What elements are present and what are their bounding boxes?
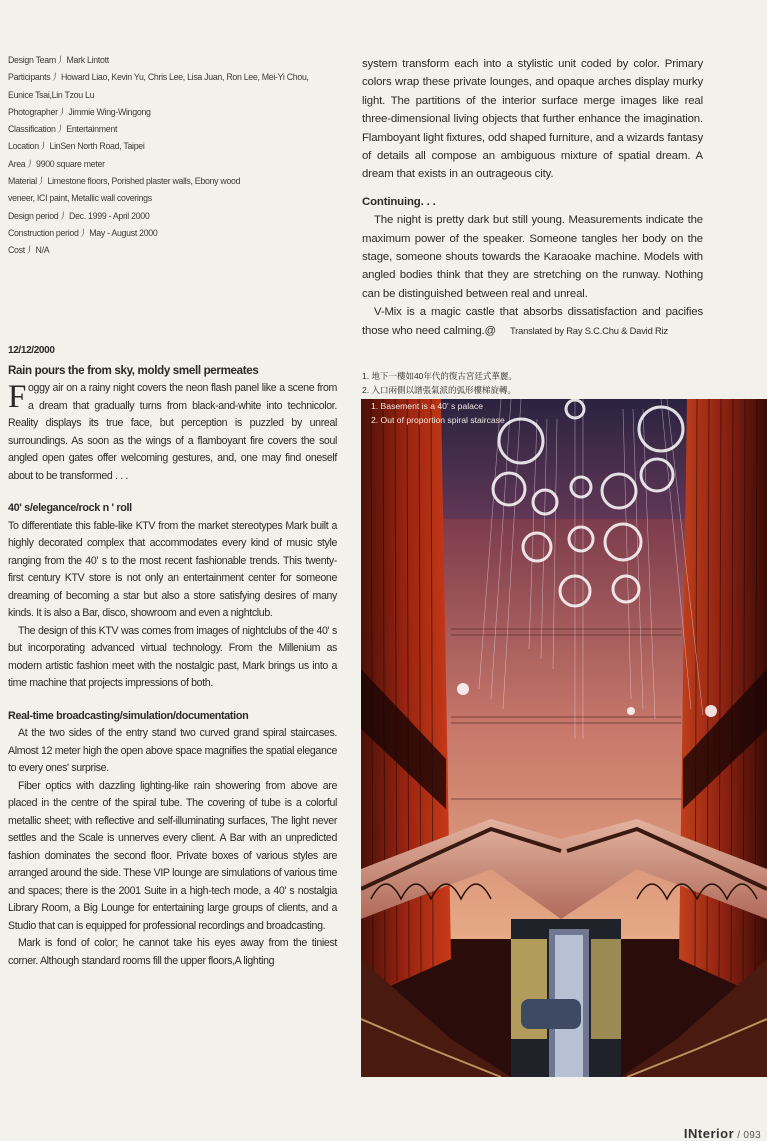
- credit-photographer: Photographer丿 Jimmie Wing-Wingong: [8, 106, 151, 117]
- paragraph-closing-text: V-Mix is a magic castle that absorbs dissatisfaction and pacifies those who need calming.@: [362, 306, 703, 337]
- drop-cap: F: [8, 379, 27, 415]
- paragraph-fiber-optics: Fiber optics with dazzling lighting-like rain showering from above are placed in the centre of the spiral tube. The covering of tube is a colorful metallic sheet; with reflective and self-illuminating surfaces, The light never settles and the Scale is unnerves every client. A Bar with an unpredicted fashion dominates the second floor. Private boxes of various styles are arranged around the side. These VIP lounge are simulations of various time and spaces; there is the 2001 Suite in a high-tech mode, a 40' s nostalgia Library Room, a Big Lounge for entertaining large groups of clients, and a Studio that can is equipped for professional recordings and broadcasting.: [8, 779, 337, 932]
- article-left-column: [8, 342, 337, 970]
- article-headline: Rain pours the from sky, moldy smell permeates: [8, 363, 259, 377]
- caption-cn-2: 2. 入口兩側以譜張氣派的弧形樓梯旋轉。: [362, 385, 516, 395]
- caption-cn-1: 1. 地下一樓如40年代的復古宮廷式華麗。: [362, 371, 517, 381]
- credit-material-cont: veneer, ICI paint, Metallic wall coverings: [8, 193, 152, 204]
- section-heading-continuing: Continuing. . .: [362, 195, 436, 208]
- interior-photo: [361, 399, 767, 1077]
- paragraph-lighting-system: system transform each into a stylistic unit coded by color. Primary colors wrap these private lounges, and opaque arches display murky light. The partitions of the interior surface merge images like real three-dimensional living objects that further enhance the imagination. Flamboyant light fixtures, odd shaped furniture, and a wizards fantasy of details all compose an ambiguous mixture of spatial dream. A dream that exists in an outrageous city.: [362, 58, 703, 181]
- paragraph-design-origin: The design of this KTV was comes from images of nightclubs of the 40' s but incorporating advanced virtual technology. From the Millenium as modern artistic fashion meet with the nostalgic past, Mark brings us into a time machine that projects impressions of both.: [8, 624, 337, 689]
- page-number: / 093: [737, 1130, 761, 1141]
- article-date: 12/12/2000: [8, 345, 55, 356]
- credit-design-team: Design Team丿 Mark Lintott: [8, 55, 109, 65]
- paragraph-intro: [8, 380, 337, 485]
- project-credits: [8, 52, 328, 260]
- credit-material: Material丿 Limestone floors, Porished plaster walls, Ebony wood: [8, 176, 241, 187]
- credit-construction-period: Construction period丿 May - August 2000: [8, 227, 158, 238]
- credit-classification: Classification丿 Entertainment: [8, 124, 118, 135]
- section-heading-broadcasting: Real-time broadcasting/simulation/documentation: [8, 709, 249, 722]
- credit-area: Area丿 9900 square meter: [8, 158, 105, 169]
- translator-credit: Translated by Ray S.C.Chu & David Riz: [509, 324, 668, 336]
- caption-en-1: 1. Basement is a 40' s palace: [371, 401, 483, 411]
- photo-captions-chinese: [362, 369, 517, 397]
- credit-cost: Cost丿 N/A: [8, 245, 50, 256]
- paragraph-market: To differentiate this fable-like KTV from the market stereotypes Mark built a highly decorated complex that accommodates every kind of music style ranging from the 40' s to the most recent fashionable trends. This twenty-first century KTV store is not only an entertainment center for someone dreaming of becoming a star but also a store satisfying desires of many kinds. It is also a Bar, disco, showroom and even a nightclub.: [8, 519, 337, 619]
- credit-design-period: Design period丿 Dec. 1999 - April 2000: [8, 210, 150, 221]
- caption-en-2: 2. Out of proportion spiral staircase: [371, 415, 505, 425]
- credit-location: Location丿 LinSen North Road, Taipei: [8, 141, 145, 152]
- article-right-column: [362, 55, 703, 340]
- paragraph-intro-text: oggy air on a rainy night covers the neon flash panel like a scene from a dream that gradually turns from black-and-white into technicolor. Reality displays its true face, but perception is puzzled by unreal surroundings. As soon as the wings of a flamboyant fire covers the soul angled open gates offer welcoming gestures, and, one may find oneself about to be transformed . . .: [8, 382, 337, 482]
- photo-illustration: [361, 399, 767, 1077]
- paragraph-closing: [362, 303, 703, 340]
- credit-participants-cont: Eunice Tsai,Lin Tzou Lu: [8, 89, 95, 100]
- credit-participants: Participants丿 Howard Liao, Kevin Yu, Chris Lee, Lisa Juan, Ron Lee, Mei-Yi Chou,: [8, 72, 309, 83]
- paragraph-staircases: At the two sides of the entry stand two curved grand spiral staircases. Almost 12 meter high the open above space magnifies the spatial elegance to every ones' surprise.: [8, 727, 337, 774]
- paragraph-night: The night is pretty dark but still young. Measurements indicate the maximum power of the speaker. Someone tangles her body on the stage, someone shouts towards the Karaoake machine. Models with angled bodies think that they are stretching on the runway. Nothing can be distinguished between real and unreal.: [362, 214, 703, 300]
- magazine-brand: INterior: [683, 1126, 735, 1141]
- section-heading-elegance: 40' s/elegance/rock n ' roll: [8, 502, 132, 514]
- page-footer: [684, 1126, 761, 1141]
- paragraph-color: Mark is fond of color; he cannot take his eyes away from the tiniest corner. Although standard rooms fill the upper floors,A lighting: [8, 937, 337, 967]
